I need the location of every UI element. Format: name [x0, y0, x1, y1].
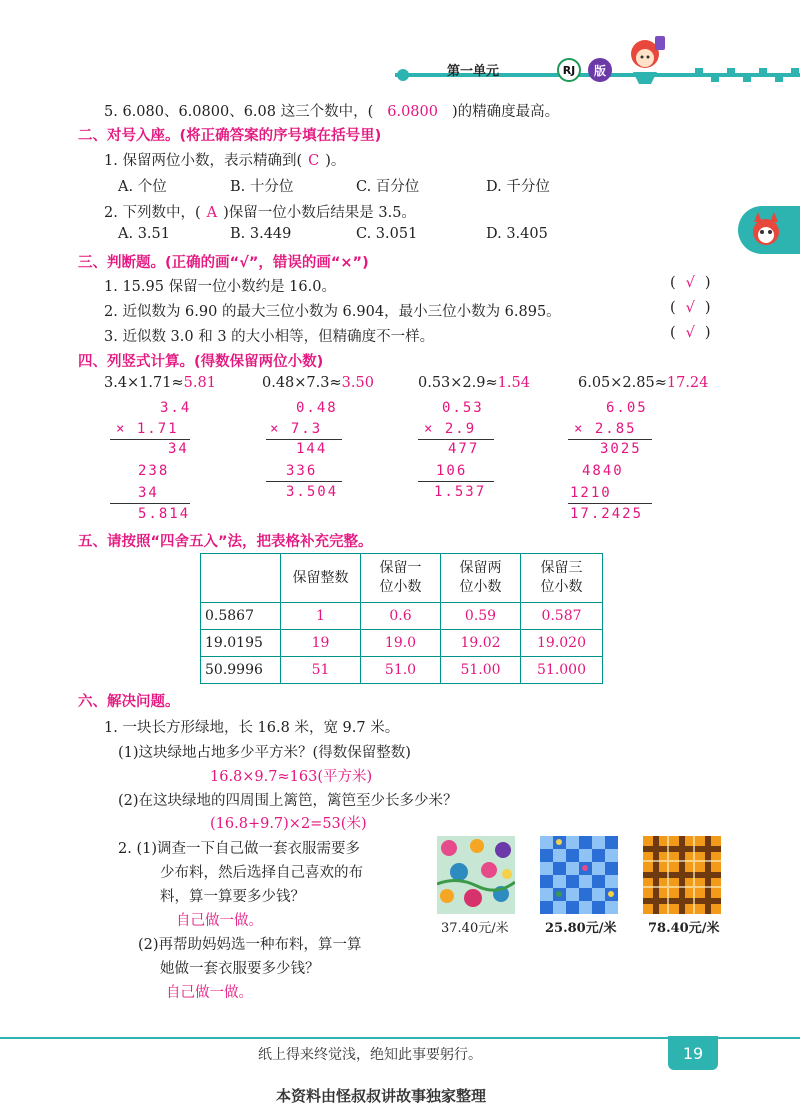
s3-item-2: 2. 近似数为 6.90 的最大三位小数为 6.904，最小三位小数为 6.895。 [104, 304, 561, 320]
s3-answer-3-mark: √ [685, 325, 695, 341]
section-2-title: 二、对号入座。(将正确答案的序号填在括号里) [78, 128, 382, 144]
table-cell-answer: 51 [281, 657, 361, 684]
calc4-row-2: × 2.85 [574, 421, 637, 437]
s4-expr-1-text: 3.4×1.71≈ [104, 375, 184, 391]
table-header-corner [201, 554, 281, 603]
header-3dp-l2: 位小数 [540, 579, 583, 595]
header-integer-text: 保留整数 [292, 569, 349, 586]
header-2dp-l1: 保留两 [459, 560, 502, 576]
s2-q1-end: )。 [325, 153, 346, 169]
unit-label: 第一单元 [447, 64, 500, 79]
calc3-row-1: 0.53 [442, 400, 484, 416]
calc4-row-6: 17.2425 [570, 506, 644, 522]
table-cell-answer: 19.020 [521, 630, 603, 657]
fox-mascot-icon [746, 210, 786, 250]
table-cell-answer: 1 [281, 603, 361, 630]
s6-p2a-answer: 自己做一做。 [176, 913, 263, 929]
calc3-row-2: × 2.9 [424, 421, 477, 437]
table-cell: 50.9996 [201, 657, 281, 684]
table-cell-answer: 0.6 [361, 603, 441, 630]
calc3-line-1 [418, 439, 494, 440]
footer-motto: 纸上得来终觉浅，绝知此事要躬行。 [258, 1047, 482, 1063]
s3-item-3: 3. 近似数 3.0 和 3 的大小相等，但精确度不一样。 [104, 329, 435, 345]
rj-badge: RJ [557, 58, 581, 82]
s2-q2-opt-b: B. 3.449 [230, 226, 292, 242]
price-floral: 37.40元/米 [441, 921, 509, 936]
s3-item-1: 1. 15.95 保留一位小数约是 16.0。 [104, 279, 336, 295]
s6-p2a-line1: 2. (1)调查一下自己做一套衣服需要多 [118, 841, 360, 857]
calc1-row-3: 34 [168, 441, 189, 457]
s2-q2-text: 2. 下列数中，( [104, 205, 201, 221]
table-cell-answer: 19.0 [361, 630, 441, 657]
calc1-row-2: × 1.71 [116, 421, 179, 437]
table-header-integer [281, 554, 361, 603]
s2-q1-text: 1. 保留两位小数，表示精确到( [104, 153, 303, 169]
section-6-title: 六、解决问题。 [78, 694, 180, 710]
s4-expr-3-text: 0.53×2.9≈ [418, 375, 498, 391]
floral-fabric-swatch [437, 836, 515, 914]
calc4-line-1 [568, 439, 652, 440]
s3-answer-1-mark: √ [685, 275, 695, 291]
table-row [201, 657, 603, 684]
s3-answer-2-mark: √ [685, 300, 695, 316]
table-header-2dp [441, 554, 521, 603]
s2-q1-opt-b: B. 十分位 [230, 179, 294, 195]
header-1dp-l1: 保留一 [379, 560, 422, 576]
s6-p1a-answer: 16.8×9.7≈163(平方米) [210, 769, 373, 785]
calc2-row-1: 0.48 [296, 400, 338, 416]
calc3-row-5: 1.537 [434, 484, 487, 500]
q5-text-end: )的精确度最高。 [452, 104, 560, 120]
calc4-row-4: 4840 [582, 463, 624, 479]
cartoon-mascot-icon [615, 28, 675, 88]
s3-answer-3: ( √ ) [670, 325, 711, 341]
calc1-row-1: 3.4 [160, 400, 192, 416]
calc4-row-1: 6.05 [606, 400, 648, 416]
calc3-line-2 [418, 481, 494, 482]
table-header-1dp [361, 554, 441, 603]
plaid-fabric-swatch [643, 836, 721, 914]
calc2-row-3: 144 [296, 441, 328, 457]
s4-ans-3: 1.54 [497, 375, 530, 391]
calc4-line-2 [568, 503, 652, 504]
s3-answer-1: ( √ ) [670, 275, 711, 291]
section-4-title: 四、列竖式计算。(得数保留两位小数) [78, 354, 324, 370]
calc2-row-2: × 7.3 [270, 421, 323, 437]
s2-q1 [104, 149, 345, 170]
section-3-title: 三、判断题。(正确的画“√”，错误的画“×”) [78, 255, 369, 271]
table-cell: 19.0195 [201, 630, 281, 657]
s6-p1b: (2)在这块绿地的四周围上篱笆，篱笆至少长多少米？ [118, 793, 458, 809]
s6-p2a-line2: 少布料，然后选择自己喜欢的布 [160, 865, 363, 881]
s4-expr-2 [262, 375, 374, 391]
table-cell-answer: 19.02 [441, 630, 521, 657]
s4-ans-2: 3.50 [341, 375, 374, 391]
calc4-row-5: 1210 [570, 485, 612, 501]
table-cell-answer: 0.59 [441, 603, 521, 630]
header-3dp-l1: 保留三 [540, 560, 583, 576]
s6-p2b-answer: 自己做一做。 [166, 985, 253, 1001]
calc2-line-2 [266, 481, 342, 482]
price-plaid: 78.40元/米 [648, 921, 720, 936]
table-row [201, 630, 603, 657]
s6-p1: 1. 一块长方形绿地，长 16.8 米，宽 9.7 米。 [104, 720, 400, 736]
s2-q2-opt-a: A. 3.51 [118, 226, 170, 242]
s2-q1-opt-a: A. 个位 [118, 179, 167, 195]
calc1-line-2 [110, 503, 190, 504]
s6-p2b-line1: (2)再帮助妈妈选一种布料，算一算 [138, 937, 362, 953]
s4-expr-2-text: 0.48×7.3≈ [262, 375, 342, 391]
section-5-title: 五、请按照“四舍五入”法，把表格补充完整。 [78, 534, 373, 550]
calc1-row-6: 5.814 [138, 506, 191, 522]
s2-q1-opt-d: D. 千分位 [486, 179, 550, 195]
s3-answer-2: ( √ ) [670, 300, 711, 316]
s2-q2 [104, 201, 416, 222]
table-cell-answer: 51.000 [521, 657, 603, 684]
table-cell-answer: 51.00 [441, 657, 521, 684]
rounding-table [200, 553, 603, 684]
calc2-line-1 [266, 439, 342, 440]
calc3-row-3: 477 [448, 441, 480, 457]
header-1dp-l2: 位小数 [379, 579, 422, 595]
calc1-line-1 [110, 439, 190, 440]
page-number: 19 [668, 1036, 718, 1070]
calc4-row-3: 3025 [600, 441, 642, 457]
s6-p2b-line2: 她做一套衣服要多少钱？ [160, 961, 320, 977]
table-row [201, 603, 603, 630]
calc3-row-4: 106 [436, 463, 468, 479]
credit-line: 本资料由怪叔叔讲故事独家整理 [276, 1087, 487, 1105]
calc1-row-5: 34 [138, 485, 159, 501]
s4-expr-4-text: 6.05×2.85≈ [578, 375, 667, 391]
calc2-row-4: 336 [286, 463, 318, 479]
s2-q2-opt-c: C. 3.051 [356, 226, 418, 242]
calc1-row-4: 238 [138, 463, 170, 479]
price-checkered: 25.80元/米 [545, 921, 617, 936]
table-cell: 0.5867 [201, 603, 281, 630]
s4-expr-4 [578, 375, 708, 391]
table-cell-answer: 19 [281, 630, 361, 657]
table-cell-answer: 0.587 [521, 603, 603, 630]
s4-ans-1: 5.81 [183, 375, 216, 391]
s6-p1a: (1)这块绿地占地多少平方米？(得数保留整数) [118, 745, 411, 761]
s4-expr-1 [104, 375, 216, 391]
side-tab [738, 206, 800, 254]
s4-ans-4: 17.24 [666, 375, 709, 391]
s6-p1b-answer: (16.8+9.7)×2=53(米) [210, 816, 367, 832]
s4-expr-3 [418, 375, 530, 391]
table-cell-answer: 51.0 [361, 657, 441, 684]
edition-badge: 版 [588, 58, 612, 82]
q5-text: 5. 6.080、6.0800、6.08 这三个数中，( [104, 104, 374, 120]
checkered-fabric-swatch [540, 836, 618, 914]
s2-q1-opt-c: C. 百分位 [356, 179, 420, 195]
table-header-row [201, 554, 603, 603]
s2-q1-answer: C [308, 153, 320, 169]
header-2dp-l2: 位小数 [459, 579, 502, 595]
s2-q2-opt-d: D. 3.405 [486, 226, 548, 242]
calc2-row-5: 3.504 [286, 484, 339, 500]
s6-p2a-line3: 料，算一算要多少钱？ [160, 889, 305, 905]
table-header-3dp [521, 554, 603, 603]
s2-q2-end: )保留一位小数后结果是 3.5。 [223, 205, 416, 221]
q5-line [104, 100, 559, 121]
s2-q2-answer: A [206, 205, 218, 221]
q5-answer: 6.0800 [387, 104, 438, 120]
